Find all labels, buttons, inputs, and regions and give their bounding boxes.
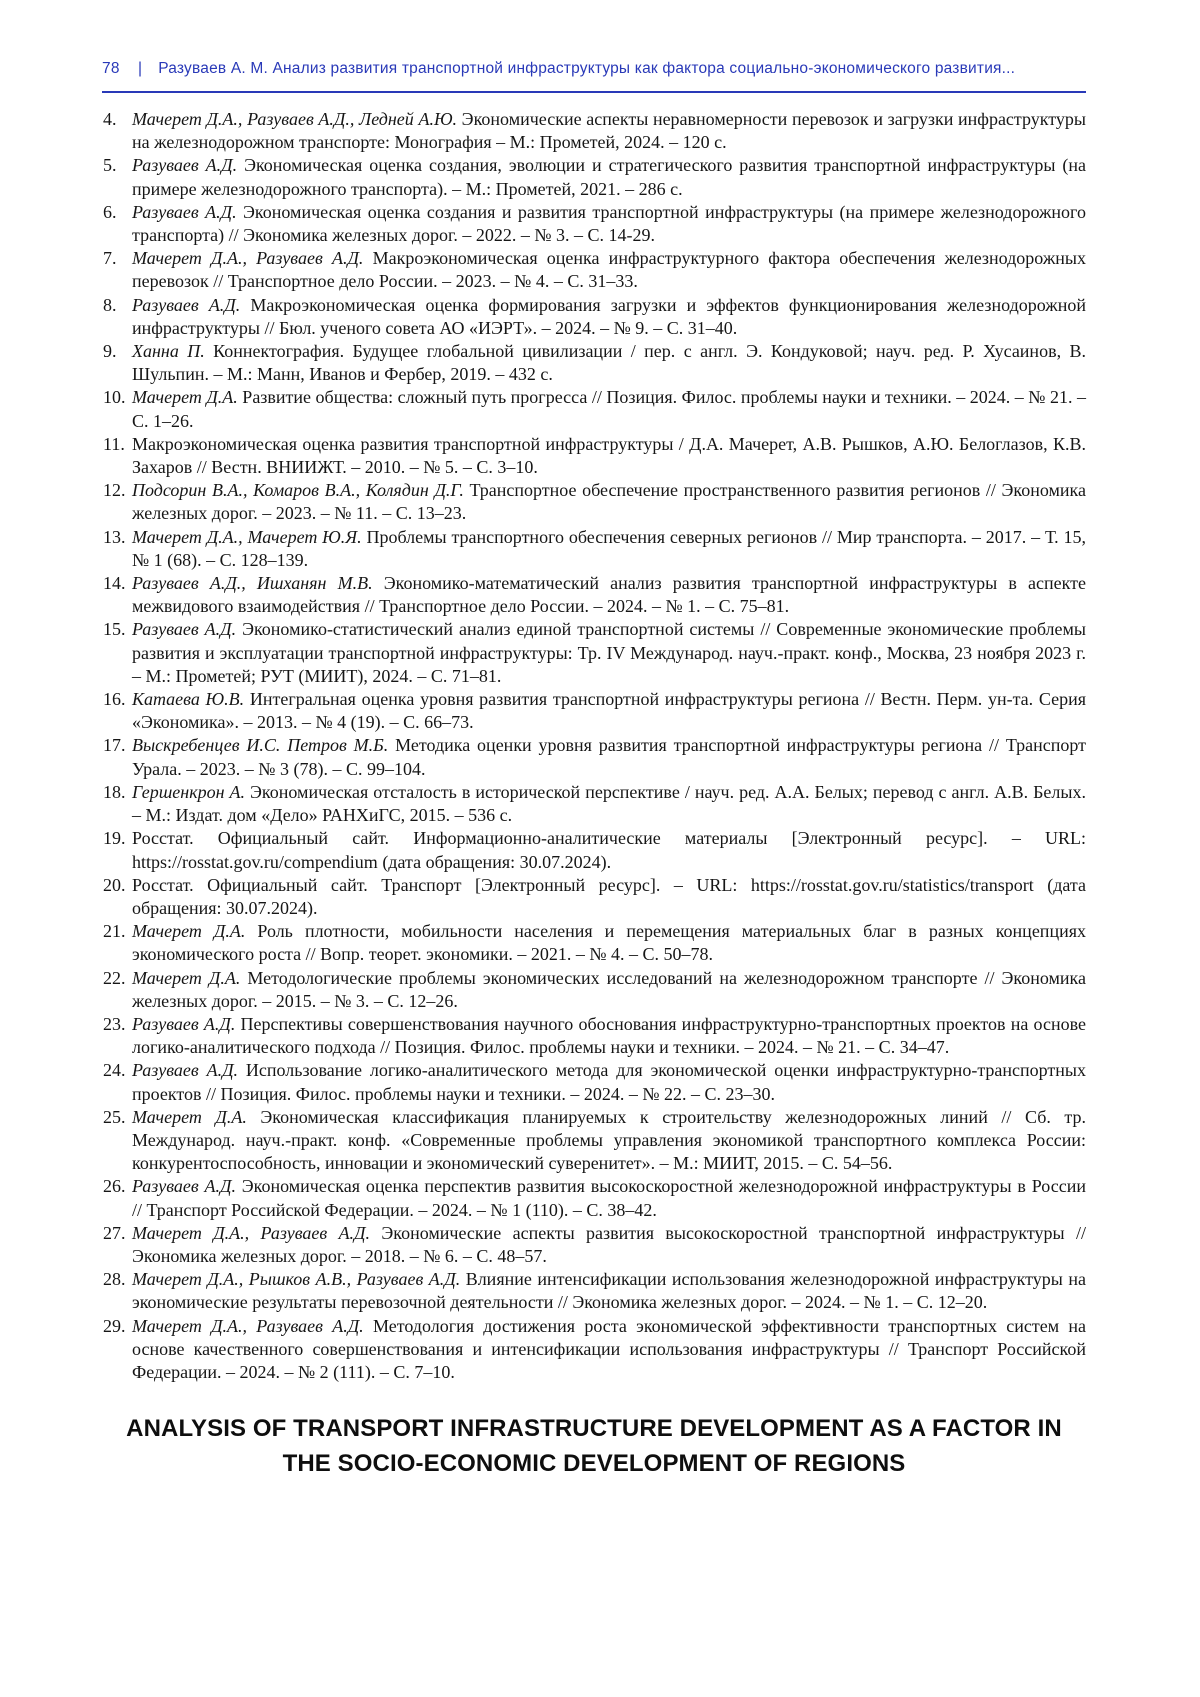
reference-number: 12. [103,480,126,501]
reference-number: 6. [103,201,117,222]
reference-number: 25. [103,1106,126,1127]
reference-authors: Мачерет Д.А. [132,921,246,942]
running-title: Разуваев А. М. Анализ развития транспортной инфраструктуры как фактора социально-экономического развития... [158,60,1016,77]
reference-number: 13. [103,526,126,547]
reference-item [102,1222,1086,1268]
reference-text: Транспортное обеспечение пространственного развития регионов // Экономика железных дорог. – 2023. – № 11. – С. 13–23. [132,480,1086,524]
reference-item [102,734,1086,780]
references-list [102,108,1086,1384]
reference-authors: Мачерет Д.А., Разуваев А.Д., Ледней А.Ю. [132,109,458,129]
reference-number: 19. [103,828,126,849]
reference-text: Экономико-математический анализ развития транспортной инфраструктуры в аспекте межвидового взаимодействия // Транспортное дело России. – 2024. – № 1. – С. 75–81. [132,573,1086,617]
reference-number: 11. [103,433,125,454]
reference-item [102,688,1086,734]
reference-item [102,1315,1086,1385]
reference-item [102,1268,1086,1314]
reference-text: Макроэкономическая оценка инфраструктурного фактора обеспечения железнодорожных перевозок // Транспортное дело России. – 2023. – № 4. – С. 31–33. [132,248,1087,292]
reference-item [102,1106,1086,1176]
reference-authors: Ханна П. [132,341,205,362]
reference-authors: Мачерет Д.А., Разуваев А.Д. [132,1315,364,1336]
reference-authors: Разуваев А.Д. [132,294,241,315]
reference-text: Развитие общества: сложный путь прогресса // Позиция. Филос. проблемы науки и техники. – 2024. – № 21. – С. 1–26. [132,387,1086,431]
reference-authors: Разуваев А.Д., Ишханян М.В. [132,573,373,594]
reference-item [102,433,1086,479]
reference-authors: Выскребенцев И.С. Петров М.Б. [132,735,389,756]
reference-authors: Мачерет Д.А., Мачерет Ю.Я. [132,526,362,547]
reference-number: 14. [103,573,126,594]
reference-number: 8. [103,294,117,315]
reference-number: 15. [103,619,126,640]
reference-authors: Разуваев А.Д. [132,1060,239,1081]
reference-number: 29. [103,1315,126,1336]
reference-item [102,920,1086,966]
reference-number: 10. [103,387,126,408]
reference-text: Методологические проблемы экономических исследований на железнодорожном транспорте // Экономика железных дорог. – 2015. – № 3. – С. 12–26. [132,967,1086,1011]
reference-item [102,781,1086,827]
reference-item [102,874,1086,920]
reference-number: 5. [103,155,117,176]
reference-text: Коннектография. Будущее глобальной цивилизации / пер. с англ. Э. Кондуковой; науч. ред. Р. Хусаинов, В. Шульпин. – М.: Манн, Иванов и Фербер, 2019. – 432 с. [132,341,1086,385]
reference-number: 24. [103,1060,126,1081]
reference-item [102,340,1086,386]
reference-text: Экономико-статистический анализ единой транспортной системы // Современные экономические проблемы развития и эксплуатации транспортной инфраструктуры: Тр. IV Международ. науч.-практ. конф., Москва, 23 ноября 2023 г. – М.: Прометей; РУТ (МИИТ), 2024. – С. 71–81. [132,619,1086,686]
reference-number: 20. [103,874,126,895]
reference-authors: Разуваев А.Д. [132,155,238,176]
reference-number: 16. [103,689,126,710]
reference-text: Влияние интенсификации использования железнодорожной инфраструктуры на экономические результаты перевозочной деятельности // Экономика железных дорог. – 2024. – № 1. – С. 12–20. [132,1269,1086,1313]
reference-text: Экономическая отсталость в исторической перспективе / науч. ред. А.А. Белых; перевод с англ. А.В. Белых. – М.: Издат. дом «Дело» РАНХиГС, 2015. – 536 с. [132,781,1086,826]
reference-authors: Разуваев А.Д. [132,201,237,222]
reference-authors: Мачерет Д.А., Рышков А.В., Разуваев А.Д. [132,1269,461,1290]
reference-authors: Катаева Ю.В. [132,689,245,710]
reference-text: Экономическая оценка перспектив развития высокоскоростной железнодорожной инфраструктуры в России // Транспорт Российской Федерации. – 2024. – № 1 (110). – С. 38–42. [132,1176,1086,1220]
english-title [102,1411,1086,1481]
reference-number: 7. [103,248,117,269]
reference-authors: Разуваев А.Д. [132,1013,236,1034]
header-divider: | [138,60,143,77]
reference-item [102,967,1086,1013]
reference-number: 21. [103,921,126,942]
reference-text: Использование логико-аналитического метода для экономической оценки инфраструктурно-транспортных проектов // Позиция. Филос. проблемы науки и техники. – 2024. – № 22. – С. 23–30. [132,1060,1086,1104]
reference-authors: Разуваев А.Д. [132,1176,236,1197]
reference-text: Методология достижения роста экономической эффективности транспортных систем на основе качественного совершенствования и интенсификации использования инфраструктуры // Транспорт Российской Федерации. – 2024. – № 2 (111). – С. 7–10. [132,1315,1087,1382]
header-rule [102,91,1086,93]
reference-item [102,618,1086,688]
reference-authors: Мачерет Д.А. [132,1106,247,1127]
reference-authors: Подсорин В.А., Комаров В.А., Колядин Д.Г. [132,480,464,501]
reference-text: Росстат. Официальный сайт. Информационно-аналитические материалы [Электронный ресурс]. – URL: https://rosstat.gov.ru/compendium (дата обращения: 30.07.2024). [132,828,1086,872]
reference-text: Методика оценки уровня развития транспортной инфраструктуры региона // Транспорт Урала. – 2023. – № 3 (78). – С. 99–104. [132,735,1086,779]
reference-text: Экономические аспекты неравномерности перевозок и загрузки инфраструктуры на железнодорожном транспорте: Монография – М.: Прометей, 2024. – 120 с. [132,109,1086,153]
reference-text: Экономическая оценка создания, эволюции и стратегического развития транспортной инфраструктуры (на примере железнодорожного транспорта). – М.: Прометей, 2021. – 286 с. [132,155,1087,199]
reference-item [102,108,1086,154]
reference-number: 26. [103,1176,126,1197]
reference-item [102,294,1086,340]
reference-authors: Мачерет Д.А. [132,387,238,408]
reference-number: 18. [103,781,126,802]
reference-text: Интегральная оценка уровня развития транспортной инфраструктуры региона // Вестн. Перм. ун-та. Серия «Экономика». – 2013. – № 4 (19). – С. 66–73. [132,689,1086,733]
reference-text: Макроэкономическая оценка формирования загрузки и эффектов функционирования железнодорожной инфраструктуры // Бюл. ученого совета АО «ИЭРТ». – 2024. – № 9. – С. 31–40. [132,294,1086,338]
reference-text: Макроэкономическая оценка развития транспортной инфраструктуры / Д.А. Мачерет, А.В. Рышков, А.Ю. Белоглазов, К.В. Захаров // Вестн. ВНИИЖТ. – 2010. – № 5. – С. 3–10. [132,433,1086,478]
reference-item [102,1059,1086,1105]
reference-number: 17. [103,735,126,756]
reference-item [102,154,1086,200]
reference-number: 23. [103,1013,126,1034]
reference-number: 9. [103,341,117,362]
reference-authors: Мачерет Д.А. [132,967,241,988]
reference-authors: Разуваев А.Д. [132,619,237,640]
reference-text: Экономические аспекты развития высокоскоростной транспортной инфраструктуры // Экономика железных дорог. – 2018. – № 6. – С. 48–57. [132,1222,1086,1266]
reference-item [102,201,1086,247]
reference-item [102,247,1086,293]
reference-item [102,1013,1086,1059]
reference-item [102,386,1086,432]
running-header [102,60,1086,78]
reference-text: Перспективы совершенствования научного обоснования инфраструктурно-транспортных проектов на основе логико-аналитического подхода // Позиция. Филос. проблемы науки и техники. – 2024. – № 21. – С. 34–47. [132,1013,1086,1058]
reference-authors: Мачерет Д.А., Разуваев А.Д. [132,248,364,269]
reference-authors: Мачерет Д.А., Разуваев А.Д. [132,1222,371,1243]
reference-text: Роль плотности, мобильности населения и перемещения материальных благ в разных концепциях экономического роста // Вопр. теорет. экономики. – 2021. – № 4. – С. 50–78. [132,921,1086,965]
reference-number: 22. [103,967,126,988]
reference-text: Проблемы транспортного обеспечения северных регионов // Мир транспорта. – 2017. – Т. 15, № 1 (68). – С. 128–139. [132,526,1086,570]
page-number: 78 [102,60,120,77]
reference-number: 27. [103,1222,126,1243]
reference-item [102,526,1086,572]
reference-number: 4. [103,109,117,129]
english-title-line: THE SOCIO-ECONOMIC DEVELOPMENT OF REGIONS [282,1450,906,1478]
reference-text: Росстат. Официальный сайт. Транспорт [Электронный ресурс]. – URL: https://rosstat.gov.ru/statistics/transport (дата обращения: 30.07.2024). [132,874,1086,918]
reference-number: 28. [103,1269,126,1290]
reference-authors: Гершенкрон А. [132,781,246,802]
reference-item [102,572,1086,618]
reference-text: Экономическая классификация планируемых к строительству железнодорожных линий // Сб. тр. Международ. науч.-практ. конф. «Современные проблемы управления экономикой транспортного комплекса России: конкурентоспособность, инновации и экономический суверенитет». – М.: МИИТ, 2015. – С. 54–56. [132,1106,1087,1174]
english-title-line: ANALYSIS OF TRANSPORT INFRASTRUCTURE DEVELOPMENT AS A FACTOR IN [126,1415,1062,1443]
reference-text: Экономическая оценка создания и развития транспортной инфраструктуры (на примере железнодорожного транспорта) // Экономика железных дорог. – 2022. – № 3. – С. 14-29. [132,201,1086,246]
reference-item [102,479,1086,525]
reference-item [102,827,1086,873]
reference-item [102,1175,1086,1221]
